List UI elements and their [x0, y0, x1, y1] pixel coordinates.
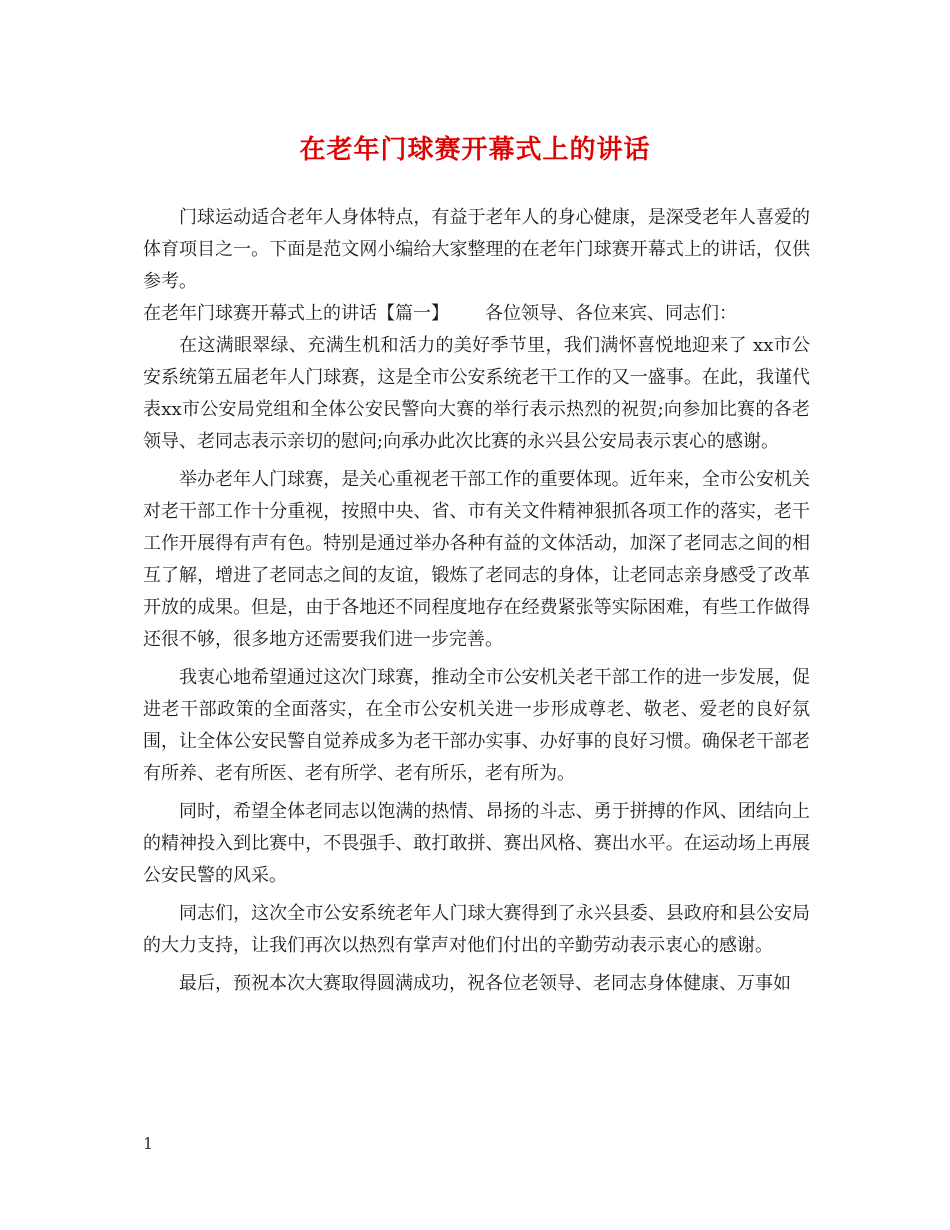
body-paragraph: 同时，希望全体老同志以饱满的热情、昂扬的斗志、勇于拼搏的作风、团结向上的精神投入到比赛中，不畏强手、敢打敢拼、赛出风格、赛出水平。在运动场上再展公安民警的风采。 [143, 801, 810, 886]
page-number: 1 [143, 1134, 154, 1153]
body-paragraph: 我衷心地希望通过这次门球赛，推动全市公安机关老干部工作的进一步发展，促进老干部政策的全面落实，在全市公安机关进一步形成尊老、敬老、爱老的良好氛围，让全体公安民警自觉养成多为老干部办实事、办好事的良好习惯。确保老干部老有所养、老有所医、老有所学、老有所乐，老有所为。 [143, 667, 810, 784]
document-title: 在老年门球赛开幕式上的讲话 [299, 135, 651, 165]
section-heading: 在老年门球赛开幕式上的讲话【篇一】 [143, 303, 449, 324]
greeting: 各位领导、各位来宾、同志们： [485, 303, 737, 324]
body-paragraph: 举办老年人门球赛，是关心重视老干部工作的重要体现。近年来，全市公安机关对老干部工作十分重视，按照中央、省、市有关文件精神狠抓各项工作的落实，老干工作开展得有声有色。特别是通过举办各种有益的文体活动，加深了老同志之间的相互了解，增进了老同志之间的友谊，锻炼了老同志的身体，让老同志亲身感受了改革开放的成果。但是，由于各地还不同程度地存在经费紧张等实际困难，有些工作做得还很不够，很多地方还需要我们进一步完善。 [143, 469, 810, 650]
body-paragraph: 同志们，这次全市公安系统老年人门球大赛得到了永兴县委、县政府和县公安局的大力支持，让我们再次以热烈有掌声对他们付出的辛勤劳动表示衷心的感谢。 [143, 903, 810, 956]
body-paragraph: 在这满眼翠绿、充满生机和活力的美好季节里，我们满怀喜悦地迎来了 xx市公安系统第五届老年人门球赛，这是全市公安系统老干工作的又一盛事。在此，我谨代表xx市公安局党组和全体公安民警向大赛的举行表示热烈的祝贺;向参加比赛的各老领导、老同志表示亲切的慰问;向承办此次比赛的永兴县公安局表示衷心的感谢。 [143, 335, 810, 452]
section-heading-line [143, 298, 810, 330]
document-body [143, 202, 810, 1000]
body-paragraph: 最后，预祝本次大赛取得圆满成功，祝各位老领导、老同志身体健康、万事如 [179, 973, 791, 994]
intro-paragraph: 门球运动适合老年人身体特点，有益于老年人的身心健康，是深受老年人喜爱的体育项目之一。下面是范文网小编给大家整理的在老年门球赛开幕式上的讲话，仅供参考。 [143, 207, 810, 292]
